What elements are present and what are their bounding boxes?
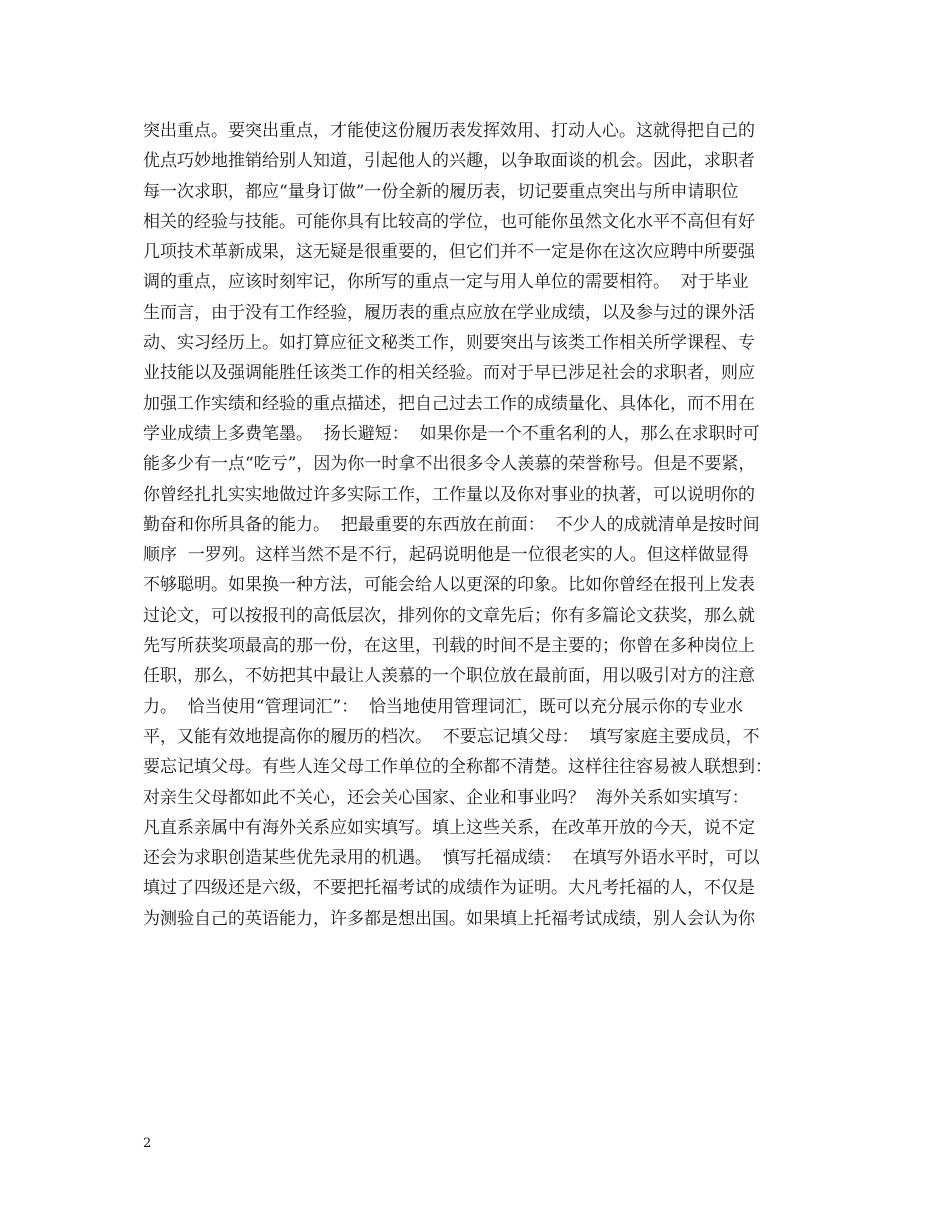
text-line: 力。 恰当使用“管理词汇”： 恰当地使用管理词汇，既可以充分展示你的专业水 <box>143 696 743 717</box>
text-line: 平，又能有效地提高你的履历的档次。 不要忘记填父母： 填写家庭主要成员，不 <box>143 726 760 747</box>
text-line: 突出重点。要突出重点，才能使这份履历表发挥效用、打动人心。这就得把自己的 <box>143 121 755 141</box>
text-line: 过论文，可以按报刊的高低层次，排列你的文章先后；你有多篇论文获奖，那么就 <box>143 605 755 626</box>
text-line: 学业成绩上多费笔墨。 扬长避短： 如果你是一个不重名利的人，那么在求职时可 <box>143 423 760 444</box>
text-line: 填过了四级还是六级，不要把托福考试的成绩作为证明。大凡考托福的人，不仅是 <box>143 878 755 899</box>
text-line: 每一次求职，都应“量身订做”一份全新的履历表，切记要重点突出与所申请职位 <box>143 181 739 202</box>
text-line: 先写所获奖项最高的那一份，在这里，刊载的时间不是主要的；你曾在多种岗位上 <box>143 636 755 657</box>
text-line: 调的重点，应该时刻牢记，你所写的重点一定与用人单位的需要相符。 对于毕业 <box>143 272 749 293</box>
text-line: 凡直系亲属中有海外关系应如实填写。填上这些关系，在改革开放的今天，说不定 <box>143 817 755 838</box>
text-line: 业技能以及强调能胜任该类工作的相关经验。而对于早已涉足社会的求职者，则应 <box>143 363 755 384</box>
text-line: 动、实习经历上。如打算应征文秘类工作，则要突出与该类工作相关所学课程、专 <box>143 333 755 354</box>
text-line: 生而言，由于没有工作经验，履历表的重点应放在学业成绩，以及参与过的课外活 <box>143 302 755 323</box>
text-line: 加强工作实绩和经验的重点描述，把自己过去工作的成绩量化、具体化，而不用在 <box>143 393 755 414</box>
text-line: 不够聪明。如果换一种方法，可能会给人以更深的印象。比如你曾经在报刊上发表 <box>143 575 755 596</box>
text-line: 勤奋和你所具备的能力。 把最重要的东西放在前面： 不少人的成就清单是按时间 <box>143 514 760 535</box>
text-line: 任职，那么，不妨把其中最让人羡慕的一个职位放在最前面，用以吸引对方的注意 <box>143 666 755 687</box>
text-line: 为测验自己的英语能力，许多都是想出国。如果填上托福考试成绩，别人会认为你 <box>143 908 755 929</box>
text-line: 对亲生父母都如此不关心，还会关心国家、企业和事业吗？ 海外关系如实填写： <box>143 787 749 808</box>
text-line: 你曾经扎扎实实地做过许多实际工作，工作量以及你对事业的执著，可以说明你的 <box>143 484 755 505</box>
text-line: 几项技术革新成果，这无疑是很重要的，但它们并不一定是你在这次应聘中所要强 <box>143 242 755 263</box>
text-line: 优点巧妙地推销给别人知道，引起他人的兴趣，以争取面谈的机会。因此，求职者 <box>143 151 755 172</box>
page-number: 2 <box>143 1136 152 1151</box>
text-line: 要忘记填父母。有些人连父母工作单位的全称都不清楚。这样往往容易被人联想到： <box>143 757 772 778</box>
text-line: 能多少有一点“吃亏”，因为你一时拿不出很多令人羡慕的荣誉称号。但是不要紧， <box>143 454 756 475</box>
text-line: 还会为求职创造某些优先录用的机遇。 慎写托福成绩： 在填写外语水平时，可以 <box>143 848 760 869</box>
body-text <box>143 116 823 934</box>
text-line: 相关的经验与技能。可能你具有比较高的学位，也可能你虽然文化水平不高但有好 <box>143 211 755 232</box>
text-line: 顺序 一罗列。这样当然不是不行，起码说明他是一位很老实的人。但这样做显得 <box>143 545 749 566</box>
